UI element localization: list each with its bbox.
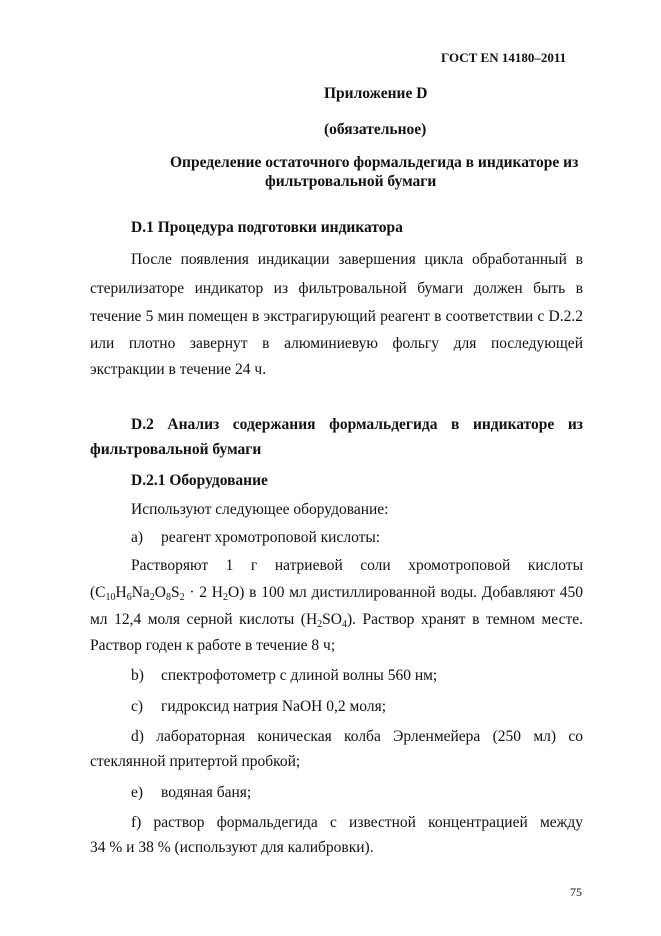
- list-item-f-line-2: 34 % и 38 % (используют для калибровки).: [90, 839, 374, 856]
- annex-status: (обязательное): [324, 121, 427, 138]
- list-marker-d: d): [131, 728, 144, 745]
- reagent-desc-line-1: Растворяют 1 г натриевой соли хромотроповой кислоты: [131, 557, 583, 574]
- list-item-a: [131, 528, 380, 548]
- reagent-desc-line-3: мл 12,4 моля серной кислоты $(H_2SO_4)$. Раствор хранят в темном месте.: [90, 611, 583, 630]
- equipment-intro: Используют следующее оборудование:: [131, 501, 389, 518]
- list-marker-a: a): [131, 529, 144, 546]
- list-item-c: [131, 697, 386, 717]
- d1-line-1: После появления индикации завершения цикла обработанный в: [131, 251, 583, 268]
- annex-title: Приложение D: [324, 85, 428, 102]
- list-item-d-line-2: стеклянной притертой пробкой;: [90, 753, 301, 770]
- d1-line-4: или плотно завернут в алюминиевую фольгу для последующей: [90, 335, 583, 352]
- document-code: ГОСТ EN 14180–2011: [441, 50, 567, 65]
- list-text-c: гидроксид натрия NaOH 0,2 моля;: [161, 698, 387, 715]
- d1-line-2: стерилизаторе индикатор из фильтровальной бумаги должен быть в: [90, 280, 583, 297]
- d1-line-5: экстракции в течение 24 ч.: [90, 361, 267, 378]
- reagent-desc-line-4: Раствор годен к работе в течение 8 ч;: [90, 637, 336, 654]
- list-text-a: реагент хромотроповой кислоты:: [161, 529, 381, 546]
- list-item-f-line-1: f) раствор формальдегида с известной концентрацией между: [131, 814, 583, 831]
- list-item-e: [131, 783, 251, 803]
- list-marker-b: b): [131, 667, 144, 684]
- list-marker-c: c): [131, 698, 144, 715]
- list-text-e: водяная баня;: [161, 784, 252, 801]
- list-marker-e: e): [131, 784, 144, 801]
- page-number: 75: [570, 885, 582, 899]
- section-d21-title: D.2.1 Оборудование: [131, 472, 268, 489]
- section-d1-title: D.1 Процедура подготовки индикатора: [131, 219, 403, 236]
- section-d2-title-line1: D.2 Анализ содержания формальдегида в индикаторе из: [131, 416, 583, 433]
- list-text-b: спектрофотометр с длиной волны 560 нм;: [161, 667, 438, 684]
- annex-heading-line1: Определение остаточного формальдегида в индикаторе из: [170, 154, 579, 171]
- annex-heading-line2: фильтровальной бумаги: [265, 173, 437, 190]
- reagent-desc-line-2: ($C_{10}H_6Na_2O_8S_2 \cdot 2$ $H_2O$) в 100 мл дистиллированной воды. Добавляют 450: [90, 584, 584, 603]
- list-item-d-line-1: d) лабораторная коническая колба Эрленмейера (250 мл) со: [131, 728, 583, 745]
- section-d2-title-line2: фильтровальной бумаги: [90, 441, 262, 458]
- d1-line-3: течение 5 мин помещен в экстрагирующий реагент в соответствии с D.2.2: [90, 308, 583, 325]
- list-marker-f: f): [131, 814, 142, 831]
- list-item-b: [131, 666, 437, 686]
